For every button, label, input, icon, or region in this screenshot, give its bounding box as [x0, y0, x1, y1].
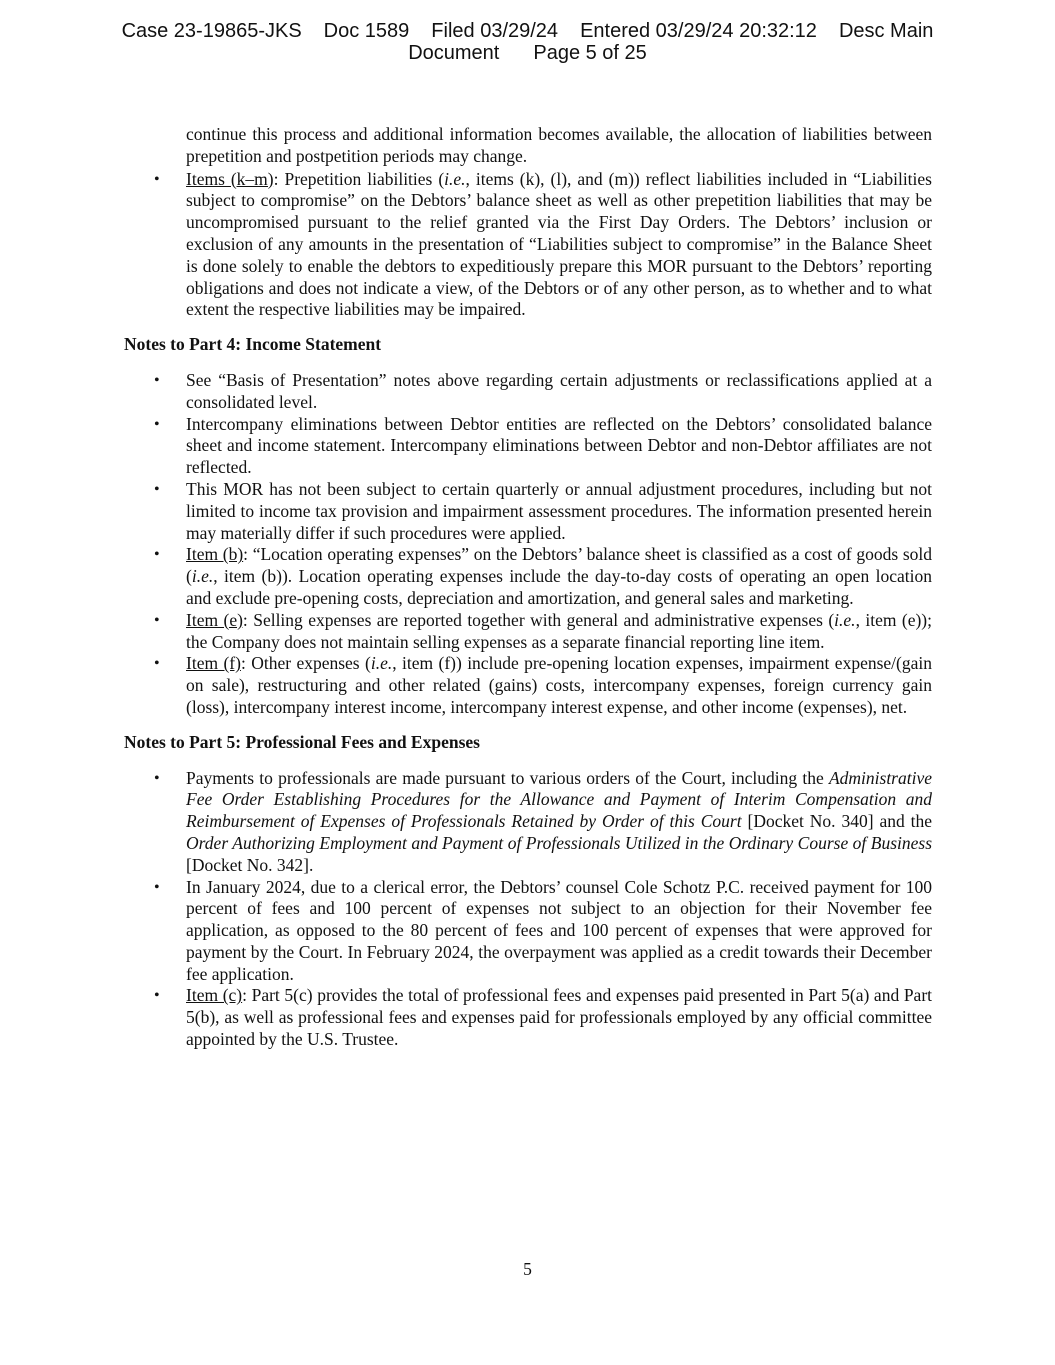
filed-date: Filed 03/29/24: [431, 20, 559, 42]
bullet-icon: •: [154, 769, 160, 787]
bullet-icon: •: [154, 170, 160, 188]
bullet-icon: •: [154, 655, 160, 673]
list-item: • Item (f): Other expenses (i.e., item (f)) include pre-opening location expenses, impairment expense/(gain on sale), restructuring and other related (gains) costs, intercompany expenses, foreign currency gain (loss), intercompany interest income, intercompany interest expense, and other income (expenses), net.: [154, 653, 932, 717]
document-label: Document: [408, 42, 500, 64]
list-item: • Item (e): Selling expenses are reported together with general and administrative expenses (i.e., item (e)); the Company does not maintain selling expenses as a separate financial reporting line item.: [154, 609, 932, 652]
item-label: Items (k–m): [186, 168, 274, 189]
item-label: Item (e): [186, 609, 243, 630]
part3-bullet-list: [124, 169, 932, 322]
list-item: • Item (c): Part 5(c) provides the total of professional fees and expenses paid presented in Part 5(a) and Part 5(b), as well as professional fees and expenses paid for professionals employed by any official committee appointed by the U.S. Trustee.: [154, 985, 933, 1050]
document-body: [124, 124, 932, 1051]
part5-bullet-list: [124, 768, 932, 1051]
list-item: • Payments to professionals are made pursuant to various orders of the Court, including the Administrative Fee Order Establishing Procedures for the Allowance and Payment of Interim Compensation and Reimbursement of Expenses of Professionals Retained by Order of this Court [Docket No. 340] and the Order Authorizing Employment and Payment of Professionals Utilized in the Ordinary Course of Business [Docket No. 342].: [154, 767, 933, 875]
list-item: • See “Basis of Presentation” notes above regarding certain adjustments or reclassifications applied at a consolidated level.: [154, 369, 932, 412]
list-item: • This MOR has not been subject to certain quarterly or annual adjustment procedures, including but not limited to income tax provision and impairment assessment procedures. The information presented herein may materially differ if such procedures were applied.: [154, 478, 932, 543]
section-heading-part4: Notes to Part 4: Income Statement: [124, 334, 382, 355]
bullet-icon: •: [154, 987, 160, 1005]
bullet-icon: •: [154, 415, 160, 433]
bullet-icon: •: [154, 611, 160, 629]
list-item: • In January 2024, due to a clerical error, the Debtors’ counsel Cole Schotz P.C. received payment for 100 percent of fees and 100 percent of expenses not subject to an objection for their November fee application, as opposed to the 80 percent of fees and 100 percent of expenses that were approved for payment by the Court. In February 2024, the overpayment was applied as a credit towards their December fee application.: [154, 876, 932, 984]
list-item: • Intercompany eliminations between Debtor entities are reflected on the Debtors’ consolidated balance sheet and income statement. Intercompany eliminations between Debtor and non-Debtor affiliates are not reflected.: [154, 413, 932, 478]
part4-bullet-list: [124, 370, 932, 719]
bullet-icon: •: [154, 878, 160, 896]
item-label: Item (b): [186, 544, 244, 565]
item-label: Item (c): [186, 985, 243, 1006]
item-label: Item (f): [186, 653, 241, 674]
entered-date: Entered 03/29/24 20:32:12: [580, 20, 817, 42]
list-item: • Items (k–m): Prepetition liabilities (i.e., items (k), (l), and (m)) reflect liabilities included in “Liabilities subject to compromise” on the Debtors’ balance sheet as well as other prepetition liabilities that may be uncompromised pursuant to the relief granted via the First Day Orders. The Debtors’ inclusion or exclusion of any amounts in the presentation of “Liabilities subject to compromise” in the Balance Sheet is done solely to enable the debtors to expeditiously prepare this MOR pursuant to the Debtors’ reporting obligations and does not indicate a view, of the Debtors or of any other person, as to whether and to what extent the respective liabilities may be impaired.: [154, 168, 932, 320]
desc-label: Desc Main: [838, 20, 934, 42]
continuation-paragraph: continue this process and additional information becomes available, the allocation of liabilities between prepetition and postpetition periods may change.: [186, 124, 932, 166]
case-number: Case 23-19865-JKS: [121, 20, 302, 42]
section-heading-part5: Notes to Part 5: Professional Fees and Expenses: [124, 731, 480, 752]
list-item: • Item (b): “Location operating expenses” on the Debtors’ balance sheet is classified as a cost of goods sold (i.e., item (b)). Location operating expenses include the day-to-day costs of operating an open location and exclude pre-opening costs, depreciation and amortization, and general sales and marketing.: [154, 544, 932, 608]
bullet-icon: •: [154, 546, 160, 564]
page-of-label: Page 5 of 25: [533, 42, 647, 64]
bullet-icon: •: [154, 480, 160, 498]
doc-number: Doc 1589: [323, 20, 410, 42]
page-number: 5: [523, 1259, 532, 1279]
bullet-icon: •: [154, 371, 160, 389]
court-filing-header: [0, 20, 1055, 64]
